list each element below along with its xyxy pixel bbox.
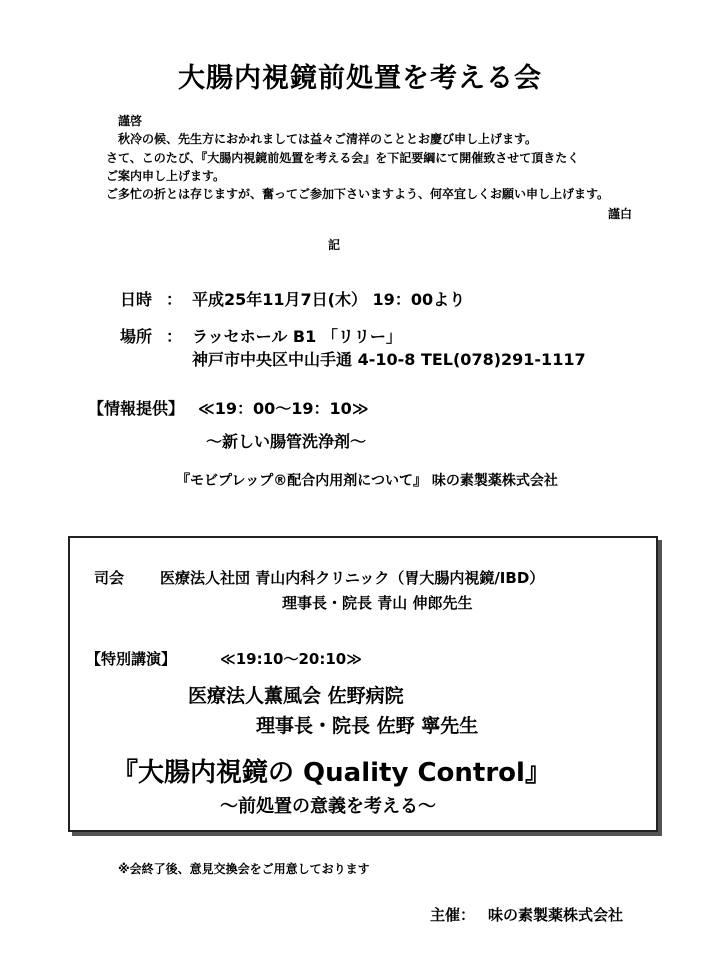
- host-label: 主催：: [430, 906, 476, 924]
- place-label: 場所: [120, 327, 153, 346]
- date-colon: ：: [166, 290, 183, 309]
- letter-line-1: 秋冷の候、先生方におかれましては益々ご清祥のこととお慶び申し上げます。: [118, 132, 538, 146]
- letter-ki: 記: [328, 238, 341, 252]
- place-value: ラッセホール B1 「リリー」: [192, 327, 402, 346]
- letter-line-2: さて、このたび、『大腸内視鏡前処置を考える会』を下記要綱にて開催致させて頂きたく: [106, 151, 580, 165]
- letter-line-4: ご多忙の折とは存じますが、奮ってご参加下さいますよう、何卒宜しくお願い申し上げます。: [106, 187, 610, 201]
- special-label: 【特別講演】: [86, 650, 177, 668]
- speaker-org: 医療法人薫風会 佐野病院: [188, 685, 404, 707]
- place-address: 神戸市中央区中山手通 4-10-8 TEL(078)291-1117: [192, 350, 586, 369]
- letter-closing: 謹白: [608, 207, 633, 221]
- chair-label: 司会: [94, 569, 125, 587]
- speaker-name: 理事長・院長 佐野 寧先生: [256, 715, 479, 737]
- chair-org: 医療法人社団 青山内科クリニック（胃大腸内視鏡/IBD）: [160, 569, 545, 587]
- info-topic: 『モビプレップ®配合内用剤について』 味の素製薬株式会社: [176, 473, 558, 489]
- info-time: ≪19：00～19：10≫: [198, 399, 369, 418]
- info-label: 【情報提供】: [88, 399, 185, 418]
- chair-name: 理事長・院長 青山 伸郎先生: [282, 594, 473, 612]
- lecture-title: 『大腸内視鏡の Quality Control』: [112, 758, 551, 788]
- special-time: ≪19:10～20:10≫: [220, 650, 362, 668]
- info-subtitle: ～新しい腸管洗浄剤～: [206, 432, 367, 451]
- date-label: 日時: [120, 290, 153, 309]
- host-name: 味の素製薬株式会社: [488, 906, 624, 924]
- page-title: 大腸内視鏡前処置を考える会: [178, 63, 542, 94]
- place-colon: ：: [166, 327, 183, 346]
- letter-line-3: ご案内申し上げます。: [106, 169, 226, 183]
- footnote: ※会終了後、意見交換会をご用意しております: [118, 862, 370, 876]
- date-value: 平成25年11月7日(木） 19：00より: [192, 290, 466, 309]
- lecture-subtitle: ～前処置の意義を考える～: [220, 796, 436, 817]
- letter-opening: 謹啓: [118, 114, 143, 128]
